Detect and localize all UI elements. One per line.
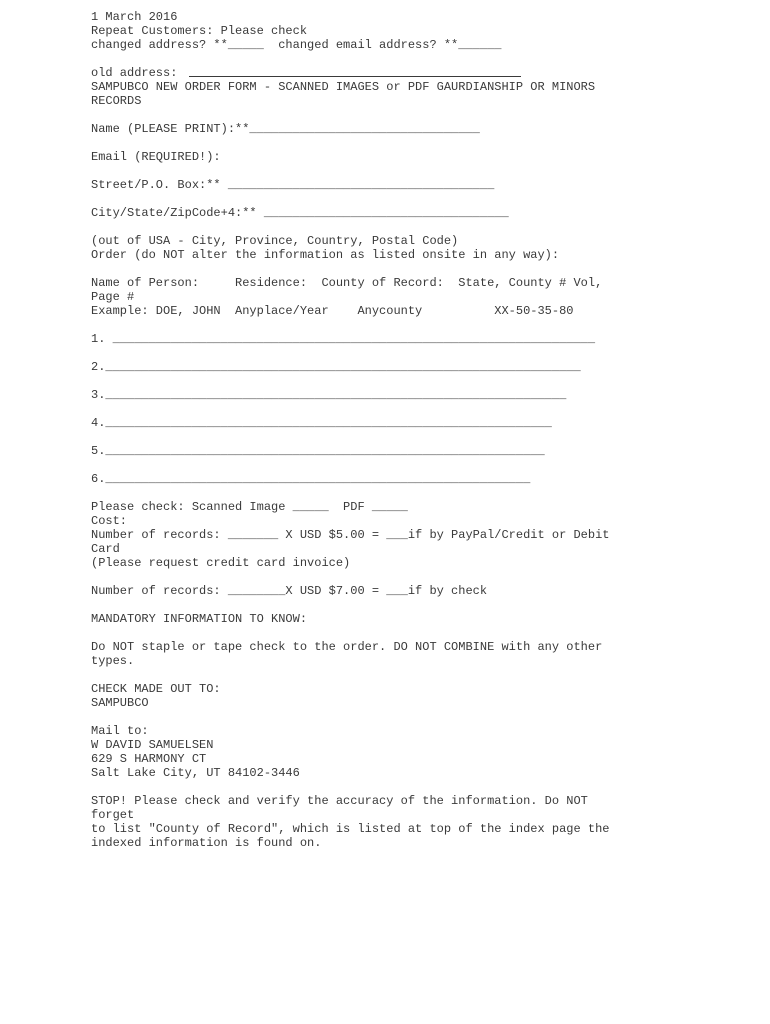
order-line-4: 4.______________________________________________________________ bbox=[91, 416, 552, 430]
mail-to-label: Mail to: bbox=[91, 724, 149, 738]
order-line-3: 3.________________________________________________________________ bbox=[91, 388, 567, 402]
out-of-usa-note: (out of USA - City, Province, Country, Postal Code) bbox=[91, 234, 459, 248]
table-header-line1: Name of Person: Residence: County of Record: State, County # Vol, bbox=[91, 276, 603, 290]
email-field: Email (REQUIRED!): bbox=[91, 150, 221, 164]
form-title-line1: SAMPUBCO NEW ORDER FORM - SCANNED IMAGES or PDF GAURDIANSHIP OR MINORS bbox=[91, 80, 596, 94]
example-row: Example: DOE, JOHN Anyplace/Year Anycounty XX-50-35-80 bbox=[91, 304, 574, 318]
stop-notice-line2: forget bbox=[91, 808, 135, 822]
staple-warning-line2: types. bbox=[91, 654, 135, 668]
order-line-5: 5._____________________________________________________________ bbox=[91, 444, 545, 458]
old-address-blank bbox=[189, 76, 521, 77]
stop-notice-line3: to list "County of Record", which is listed at top of the index page the bbox=[91, 822, 610, 836]
cost-label: Cost: bbox=[91, 514, 128, 528]
repeat-customers-note: Repeat Customers: Please check bbox=[91, 24, 308, 38]
stop-notice-line4: indexed information is found on. bbox=[91, 836, 322, 850]
mail-to-name: W DAVID SAMUELSEN bbox=[91, 738, 214, 752]
order-line-2: 2.__________________________________________________________________ bbox=[91, 360, 581, 374]
format-check-line: Please check: Scanned Image _____ PDF _____ bbox=[91, 500, 408, 514]
order-line-1: 1. ___________________________________________________________________ bbox=[91, 332, 596, 346]
check-payment-line: Number of records: ________X USD $7.00 = ___if by check bbox=[91, 584, 488, 598]
staple-warning-line1: Do NOT staple or tape check to the order. DO NOT COMBINE with any other bbox=[91, 640, 603, 654]
name-field: Name (PLEASE PRINT):**________________________________ bbox=[91, 122, 480, 136]
order-line-6: 6.___________________________________________________________ bbox=[91, 472, 531, 486]
stop-notice-line1: STOP! Please check and verify the accuracy of the information. Do NOT bbox=[91, 794, 588, 808]
changed-address-email-line: changed address? **_____ changed email address? **______ bbox=[91, 38, 502, 52]
card-payment-line2: Card bbox=[91, 542, 120, 556]
table-header-line2: Page # bbox=[91, 290, 135, 304]
mail-to-street: 629 S HARMONY CT bbox=[91, 752, 207, 766]
city-field: City/State/ZipCode+4:** __________________________________ bbox=[91, 206, 509, 220]
mail-to-city: Salt Lake City, UT 84102-3446 bbox=[91, 766, 300, 780]
card-payment-line1: Number of records: _______ X USD $5.00 = ___if by PayPal/Credit or Debit bbox=[91, 528, 610, 542]
mandatory-heading: MANDATORY INFORMATION TO KNOW: bbox=[91, 612, 308, 626]
order-form-page bbox=[91, 10, 751, 850]
street-field: Street/P.O. Box:** _____________________________________ bbox=[91, 178, 495, 192]
form-title-line2: RECORDS bbox=[91, 94, 142, 108]
form-date: 1 March 2016 bbox=[91, 10, 178, 24]
check-payable-label: CHECK MADE OUT TO: bbox=[91, 682, 221, 696]
card-invoice-note: (Please request credit card invoice) bbox=[91, 556, 351, 570]
order-instruction: Order (do NOT alter the information as listed onsite in any way): bbox=[91, 248, 560, 262]
check-payee: SAMPUBCO bbox=[91, 696, 149, 710]
old-address-label: old address: bbox=[91, 66, 178, 80]
